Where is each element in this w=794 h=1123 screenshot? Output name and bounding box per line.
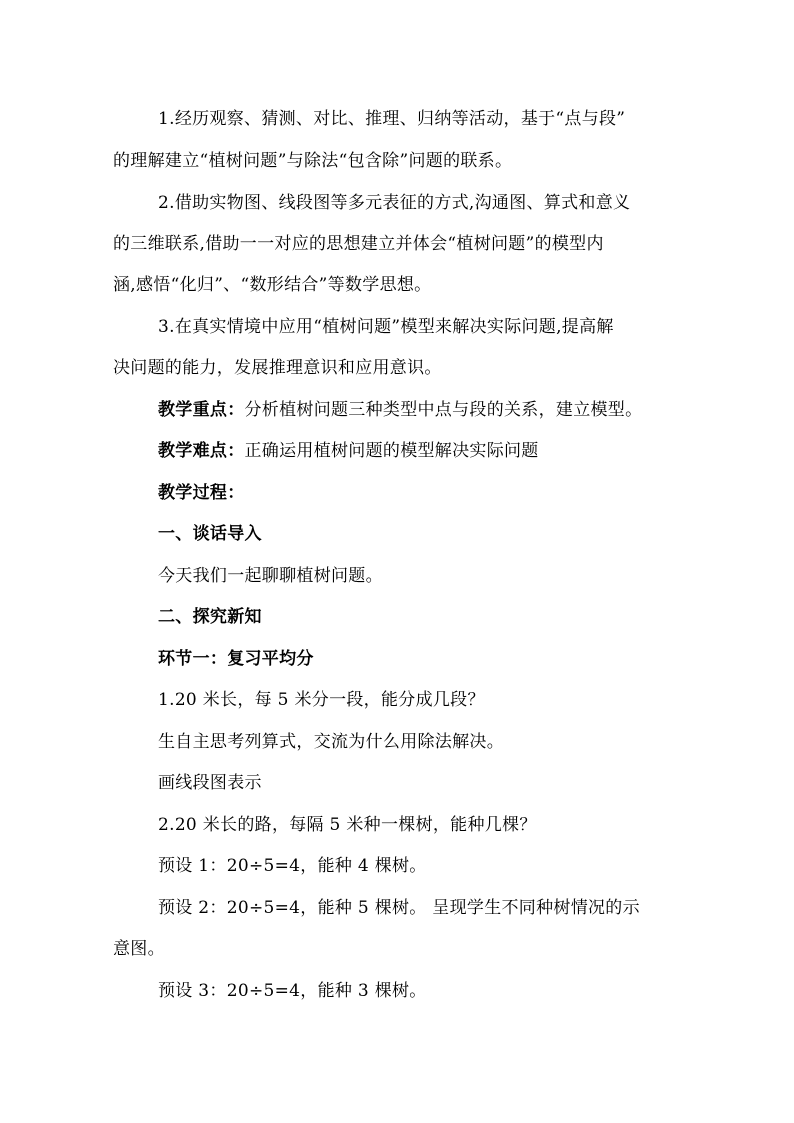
preset-3: 预设 3：20÷5=4，能种 3 棵树。	[158, 981, 427, 1001]
question-1-note: 生自主思考列算式，交流为什么用除法解决。	[158, 732, 504, 752]
objective-2-line-1: 2.借助实物图、线段图等多元表征的方式,沟通图、算式和意义	[158, 193, 631, 213]
objective-3-line-1: 3.在真实情境中应用“植树问题”模型来解决实际问题,提高解	[158, 317, 614, 337]
preset-2-line-1: 预设 2：20÷5=4，能种 5 棵树。 呈现学生不同种树情况的示	[158, 898, 640, 918]
question-1-draw: 画线段图表示	[158, 773, 262, 793]
difficulty-text: 正确运用植树问题的模型解决实际问题	[244, 441, 539, 461]
key-point	[158, 399, 703, 421]
key-point-label: 教学重点：	[158, 400, 245, 420]
section-2-subheading: 环节一：复习平均分	[158, 649, 314, 669]
difficulty	[158, 440, 703, 462]
section-1-text: 今天我们一起聊聊植树问题。	[158, 566, 383, 586]
objective-3-line-2: 决问题的能力，发展推理意识和应用意识。	[113, 358, 442, 378]
objective-1-line-1: 1.经历观察、猜测、对比、推理、归纳等活动，基于“点与段”	[158, 109, 626, 129]
key-point-text: 分析植树问题三种类型中点与段的关系，建立模型。	[244, 400, 643, 420]
section-2-heading: 二、探究新知	[158, 607, 262, 627]
question-1: 1.20 米长，每 5 米分一段，能分成几段？	[158, 690, 485, 710]
difficulty-label: 教学难点：	[158, 441, 245, 461]
objective-2-line-2: 的三维联系,借助一一对应的思想建立并体会“植树问题”的模型内	[113, 234, 604, 254]
objective-1-line-2: 的理解建立“植树问题”与除法“包含除”问题的联系。	[113, 151, 513, 171]
objective-2-line-3: 涵,感悟“化归”、“数形结合”等数学思想。	[113, 275, 432, 295]
preset-1: 预设 1：20÷5=4，能种 4 棵树。	[158, 856, 427, 876]
preset-2-line-2: 意图。	[113, 939, 165, 959]
section-1-heading: 一、谈话导入	[158, 524, 262, 544]
question-2: 2.20 米长的路，每隔 5 米种一棵树，能种几棵？	[158, 815, 537, 835]
process-heading: 教学过程：	[158, 483, 245, 503]
